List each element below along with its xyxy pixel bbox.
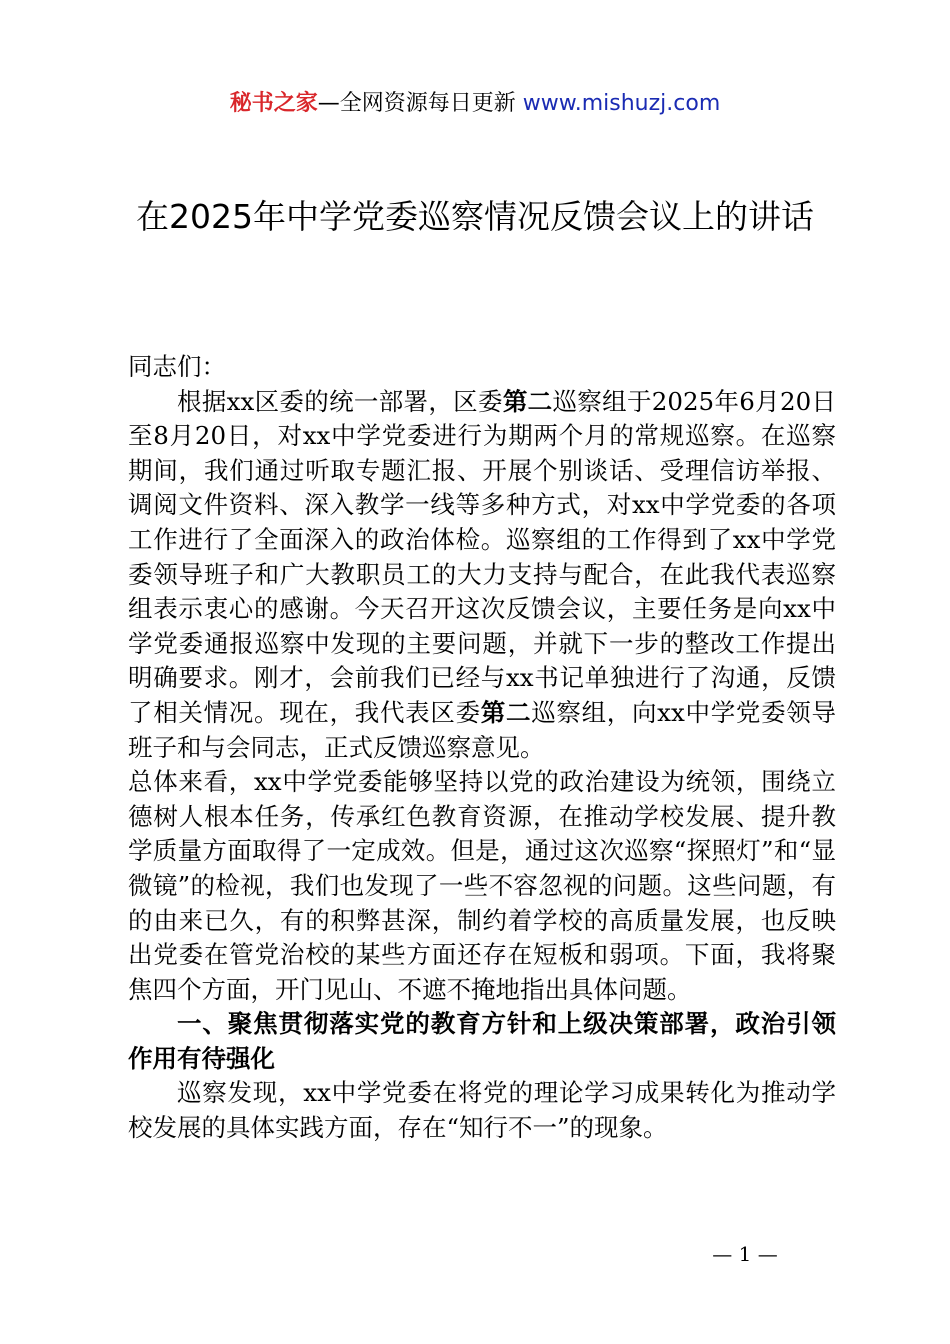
header-slogan: —全网资源每日更新	[317, 91, 523, 116]
document-title: 在2025年中学党委巡察情况反馈会议上的讲话	[136, 197, 814, 236]
bold-text: 第二	[480, 697, 532, 727]
site-header	[0, 86, 950, 122]
paragraph-text: 根据xx区委的统一部署，区委	[177, 386, 503, 416]
bold-text: 第二	[502, 386, 553, 416]
section-heading-1: 一、聚焦贯彻落实党的教育方针和上级决策部署，政治引领作用有待强化	[128, 1009, 836, 1073]
paragraph-overview: 总体来看，xx中学党委能够坚持以党的政治建设为统领，围绕立德树人根本任务，传承红色教育资源，在推动学校发展、提升教学质量方面取得了一定成效。但是，通过这次巡察“探照灯”和“显微镜”的检视，我们也发现了一些不容忽视的问题。这些问题，有的由来已久，有的积弊甚深，制约着学校的高质量发展，也反映出党委在管党治校的某些方面还存在短板和弱项。下面，我将聚焦四个方面，开门见山、不遮不掩地指出具体问题。	[128, 767, 836, 1004]
page-number: — 1 —	[712, 1242, 778, 1266]
site-url-link[interactable]: www.mishuzj.com	[522, 91, 721, 116]
paragraph-text: 巡察组，向xx中学党委领导班子和与会同志，正式反馈巡察意见。	[128, 697, 837, 762]
paragraph-text: 巡察组于2025年6月20日至8月20日，对xx中学党委进行为期两个月的常规巡察。在巡察期间，我们通过听取专题汇报、开展个别谈话、受理信访举报、调阅文件资料、深入教学一线等多种方式，对xx中学党委的各项工作进行了全面深入的政治体检。巡察组的工作得到了xx中学党委领导班子和广大教职员工的大力支持与配合，在此我代表巡察组表示衷心的感谢。今天召开这次反馈会议，主要任务是向xx中学党委通报巡察中发现的主要问题，并就下一步的整改工作提出明确要求。刚才，会前我们已经与xx书记单独进行了沟通，反馈了相关情况。现在，我代表区委	[128, 386, 836, 727]
paragraph-intro	[128, 385, 836, 766]
salutation: 同志们：	[128, 352, 226, 381]
paragraph-findings: 巡察发现，xx中学党委在将党的理论学习成果转化为推动学校发展的具体实践方面，存在“知行不一”的现象。	[128, 1078, 836, 1143]
brand-name: 秘书之家	[229, 91, 318, 116]
document-body	[128, 350, 836, 1146]
